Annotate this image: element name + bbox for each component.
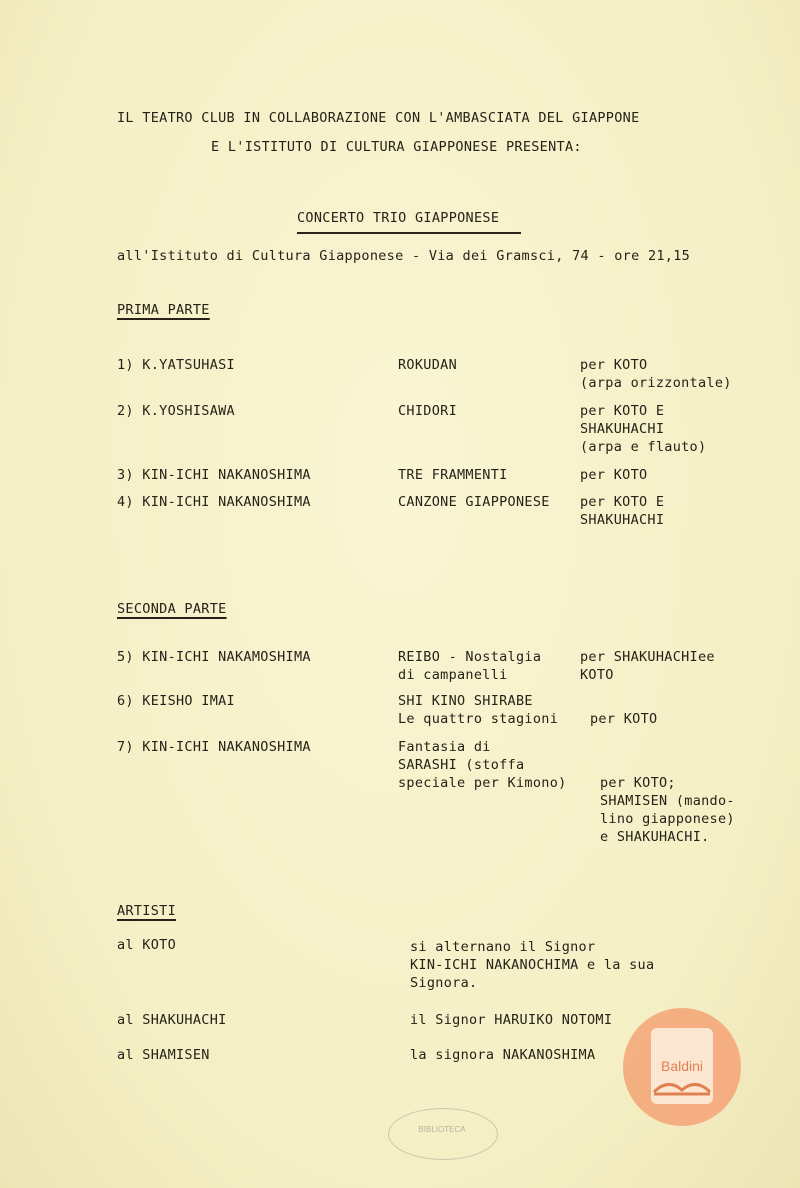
program-piece: REIBO - Nostalgia [398, 649, 542, 665]
artist-role: al SHAMISEN [117, 1047, 210, 1063]
program-instrument: per KOTO [580, 357, 648, 373]
program-author: 4) KIN-ICHI NAKANOSHIMA [117, 494, 311, 510]
artist-role: al SHAKUHACHI [117, 1012, 227, 1028]
program-instrument: (arpa orizzontale) [580, 375, 732, 391]
program-instrument: SHAMISEN (mando- [600, 793, 735, 809]
library-stamp-label: BIBLIOTECA [418, 1125, 466, 1134]
artist-name: KIN-ICHI NAKANOCHIMA e la sua [410, 957, 655, 973]
program-author: 3) KIN-ICHI NAKANOSHIMA [117, 467, 311, 483]
program-instrument: per SHAKUHACHIee [580, 649, 715, 665]
artist-role: al KOTO [117, 937, 176, 953]
program-instrument: e SHAKUHACHI. [600, 829, 710, 845]
program-instrument: SHAKUHACHI [580, 421, 665, 437]
program-author: 2) K.YOSHISAWA [117, 403, 235, 419]
header-line-2: E L'ISTITUTO DI CULTURA GIAPPONESE PRESENTA: [211, 139, 582, 155]
program-piece: ROKUDAN [398, 357, 457, 373]
program-instrument: SHAKUHACHI [580, 512, 665, 528]
program-author: 6) KEISHO IMAI [117, 693, 235, 709]
section-heading-seconda: SECONDA PARTE [117, 601, 227, 617]
title-underline [297, 232, 521, 234]
artist-name: Signora. [410, 975, 478, 991]
program-instrument: per KOTO [590, 711, 658, 727]
program-instrument: lino giapponese) [600, 811, 735, 827]
artist-name: la signora NAKANOSHIMA [410, 1047, 596, 1063]
baldini-stamp-label: Baldini [660, 1058, 704, 1074]
header-line-1: IL TEATRO CLUB IN COLLABORAZIONE CON L'AMBASCIATA DEL GIAPPONE [117, 110, 640, 126]
book-icon [650, 1072, 714, 1096]
program-instrument: per KOTO [580, 467, 648, 483]
program-instrument: per KOTO E [580, 403, 665, 419]
program-author: 7) KIN-ICHI NAKANOSHIMA [117, 739, 311, 755]
program-piece: di campanelli [398, 667, 508, 683]
section-heading-prima: PRIMA PARTE [117, 302, 210, 318]
program-instrument: per KOTO; [600, 775, 676, 791]
program-instrument: per KOTO E [580, 494, 665, 510]
program-piece: CANZONE GIAPPONESE [398, 494, 550, 510]
artist-name: il Signor HARUIKO NOTOMI [410, 1012, 613, 1028]
program-piece: SHI KINO SHIRABE [398, 693, 533, 709]
section-heading-artisti: ARTISTI [117, 903, 176, 919]
program-instrument: (arpa e flauto) [580, 439, 707, 455]
program-instrument: KOTO [580, 667, 614, 683]
program-piece: SARASHI (stoffa [398, 757, 525, 773]
program-piece: TRE FRAMMENTI [398, 467, 508, 483]
program-piece: CHIDORI [398, 403, 457, 419]
artist-name: si alternano il Signor [410, 939, 596, 955]
program-author: 1) K.YATSUHASI [117, 357, 235, 373]
program-piece: Fantasia di [398, 739, 491, 755]
program-piece: speciale per Kimono) [398, 775, 567, 791]
program-piece: Le quattro stagioni [398, 711, 559, 727]
venue-line: all'Istituto di Cultura Giapponese - Via dei Gramsci, 74 - ore 21,15 [117, 248, 691, 264]
concert-title: CONCERTO TRIO GIAPPONESE [297, 210, 500, 226]
program-author: 5) KIN-ICHI NAKAMOSHIMA [117, 649, 311, 665]
library-stamp [388, 1108, 498, 1160]
